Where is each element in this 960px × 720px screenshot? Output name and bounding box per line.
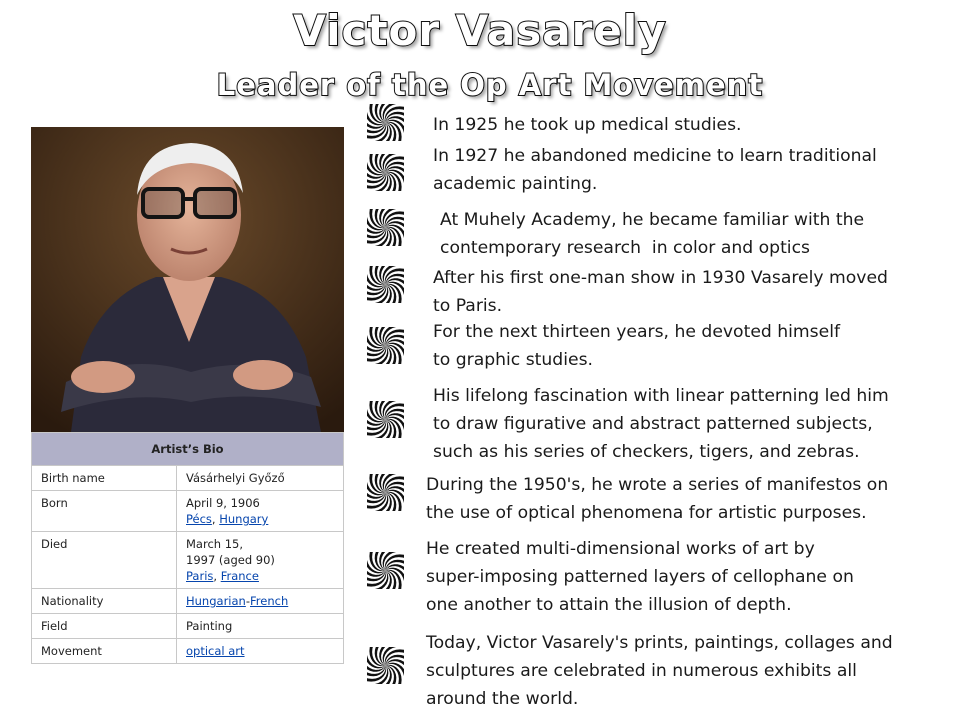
fact-line: around the world. (426, 689, 579, 709)
died-date-line-1: March 15, (186, 537, 244, 551)
birth-name-value: Vásárhelyi Győző (186, 471, 285, 485)
fact-item (426, 535, 854, 619)
op-art-spiral-icon (367, 266, 404, 303)
link-hungary[interactable]: Hungary (219, 512, 269, 526)
bio-key: Nationality (32, 589, 177, 614)
fact-item (433, 318, 840, 374)
artist-portrait (31, 127, 344, 432)
op-art-spiral-icon (367, 104, 404, 141)
bio-key: Born (32, 491, 177, 532)
fact-line: super-imposing patterned layers of cellophane on (426, 567, 854, 587)
fact-line: to graphic studies. (433, 350, 593, 370)
op-art-spiral-icon (367, 327, 404, 364)
fact-line: such as his series of checkers, tigers, and zebras. (433, 442, 860, 462)
op-art-spiral-icon (367, 154, 404, 191)
bio-row-movement (32, 639, 344, 664)
fact-line: Today, Victor Vasarely's prints, paintings, collages and (426, 633, 893, 653)
page-title: Victor Vasarely (293, 6, 667, 55)
fact-line: For the next thirteen years, he devoted himself (433, 322, 841, 342)
separator: , (213, 569, 221, 583)
link-pecs[interactable]: Pécs (186, 512, 212, 526)
link-optical-art[interactable]: optical art (186, 644, 245, 658)
fact-line: He created multi-dimensional works of art by (426, 539, 815, 559)
op-art-spiral-icon (367, 552, 404, 589)
fact-line: the use of optical phenomena for artistic purposes. (426, 503, 867, 523)
fact-line: one another to attain the illusion of depth. (426, 595, 792, 615)
bio-value (177, 589, 344, 614)
link-hungarian[interactable]: Hungarian (186, 594, 246, 608)
bio-value (177, 532, 344, 589)
bio-row-nationality (32, 589, 344, 614)
bio-value (177, 639, 344, 664)
fact-line: academic painting. (433, 174, 598, 194)
fact-line: At Muhely Academy, he became familiar with the (440, 210, 865, 230)
fact-item (426, 629, 893, 713)
fact-line: sculptures are celebrated in numerous exhibits all (426, 661, 857, 681)
op-art-spiral-icon (367, 401, 404, 438)
link-france[interactable]: France (220, 569, 259, 583)
bio-key: Movement (32, 639, 177, 664)
bio-row-died (32, 532, 344, 589)
fact-item (433, 111, 742, 139)
bio-value (177, 614, 344, 639)
link-french[interactable]: French (250, 594, 289, 608)
bio-header: Artist’s Bio (32, 433, 344, 466)
bio-row-field (32, 614, 344, 639)
bio-value (177, 466, 344, 491)
op-art-spiral-icon (367, 647, 404, 684)
bio-key: Field (32, 614, 177, 639)
fact-line: to draw figurative and abstract patterned subjects, (433, 414, 873, 434)
link-paris[interactable]: Paris (186, 569, 214, 583)
fact-line: During the 1950's, he wrote a series of manifestos on (426, 475, 889, 495)
artist-bio-table (31, 432, 344, 664)
fact-line: contemporary research in color and optics (440, 238, 810, 258)
fact-item (440, 206, 864, 262)
op-art-spiral-icon (367, 474, 404, 511)
died-date-line-2: 1997 (aged 90) (186, 553, 275, 567)
separator: , (211, 512, 220, 526)
page-subtitle: Leader of the Op Art Movement (216, 68, 764, 102)
bio-row-birth-name (32, 466, 344, 491)
fact-line: His lifelong fascination with linear patterning led him (433, 386, 889, 406)
bio-value (177, 491, 344, 532)
bio-key: Died (32, 532, 177, 589)
bio-key: Birth name (32, 466, 177, 491)
fact-line: In 1927 he abandoned medicine to learn traditional (433, 146, 877, 166)
fact-line: In 1925 he took up medical studies. (433, 115, 742, 135)
op-art-spiral-icon (367, 209, 404, 246)
born-date: April 9, 1906 (186, 496, 260, 510)
fact-line: to Paris. (433, 296, 503, 316)
fact-item (433, 264, 888, 320)
fact-item (433, 382, 889, 466)
fact-item (426, 471, 888, 527)
bio-row-born (32, 491, 344, 532)
separator: - (245, 594, 250, 608)
fact-item (433, 142, 877, 198)
field-value: Painting (186, 619, 233, 633)
fact-line: After his first one-man show in 1930 Vasarely moved (433, 268, 888, 288)
